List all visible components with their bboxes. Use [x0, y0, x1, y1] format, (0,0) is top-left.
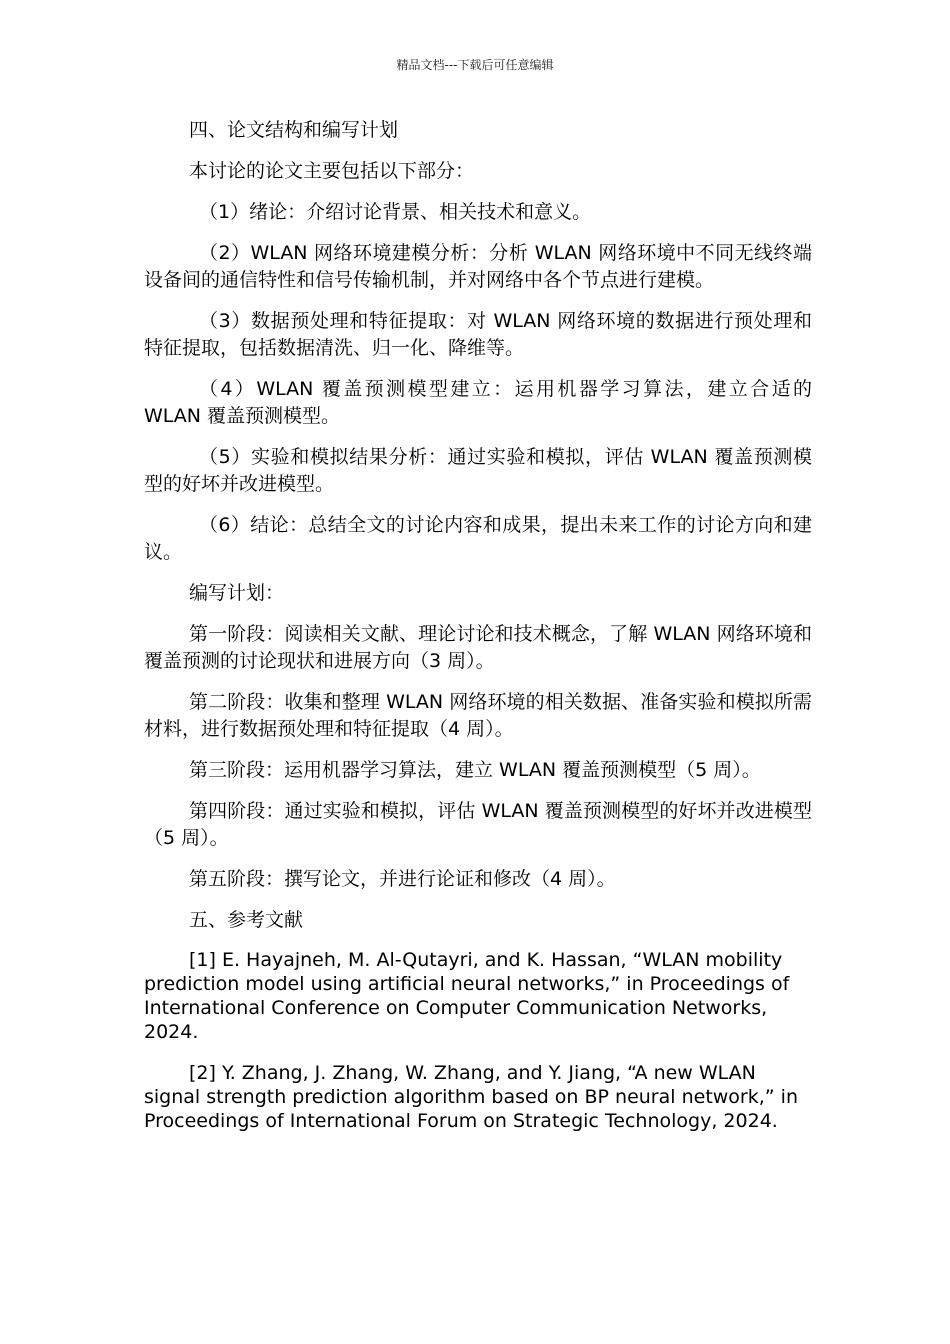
list-item: （6）结论：总结全文的讨论内容和成果，提出未来工作的讨论方向和建议。 [144, 514, 812, 563]
plan-stage: 第二阶段：收集和整理 WLAN 网络环境的相关数据、准备实验和模拟所需材料，进行数据预处理和特征提取（4 周）。 [144, 691, 812, 740]
plan-stage: 第五阶段：撰写论文，并进行论证和修改（4 周）。 [189, 868, 616, 890]
section-heading-references: 五、参考文献 [189, 909, 304, 931]
list-item: （1）绪论：介绍讨论背景、相关技术和意义。 [199, 201, 592, 223]
plan-stage: 第一阶段：阅读相关文献、理论讨论和技术概念，了解 WLAN 网络环境和覆盖预测的讨论现状和进展方向（3 周）。 [144, 623, 812, 672]
page-header: 精品文档---下载后可任意编辑 [396, 58, 554, 72]
list-item: （4）WLAN 覆盖预测模型建立：运用机器学习算法，建立合适的 WLAN 覆盖预测模型。 [144, 378, 812, 427]
plan-stage: 第三阶段：运用机器学习算法，建立 WLAN 覆盖预测模型（5 周）。 [189, 759, 761, 781]
list-item: （2）WLAN 网络环境建模分析：分析 WLAN 网络环境中不同无线终端设备间的通信特性和信号传输机制，并对网络中各个节点进行建模。 [144, 242, 812, 291]
list-item: （3）数据预处理和特征提取：对 WLAN 网络环境的数据进行预处理和特征提取，包括数据清洗、归一化、降维等。 [144, 310, 812, 359]
reference-item: [1] E. Hayajneh, M. Al-Qutayri, and K. Hassan, “WLAN mobility prediction model using artificial neural networks,” in Proceedings of International Conference on Computer Communication Networks, 2024. [144, 949, 790, 1043]
reference-item: [2] Y. Zhang, J. Zhang, W. Zhang, and Y. Jiang, “A new WLAN signal strength prediction algorithm based on BP neural network,” in Proceedings of International Forum on Strategic Technology, 2024. [144, 1062, 798, 1132]
plan-label: 编写计划： [189, 582, 285, 604]
section-heading-structure: 四、论文结构和编写计划 [189, 119, 399, 141]
intro-paragraph: 本讨论的论文主要包括以下部分： [189, 160, 475, 182]
plan-stage: 第四阶段：通过实验和模拟，评估 WLAN 覆盖预测模型的好坏并改进模型（5 周）。 [144, 800, 812, 849]
document-body [144, 117, 812, 1150]
list-item: （5）实验和模拟结果分析：通过实验和模拟，评估 WLAN 覆盖预测模型的好坏并改进模型。 [144, 446, 812, 495]
